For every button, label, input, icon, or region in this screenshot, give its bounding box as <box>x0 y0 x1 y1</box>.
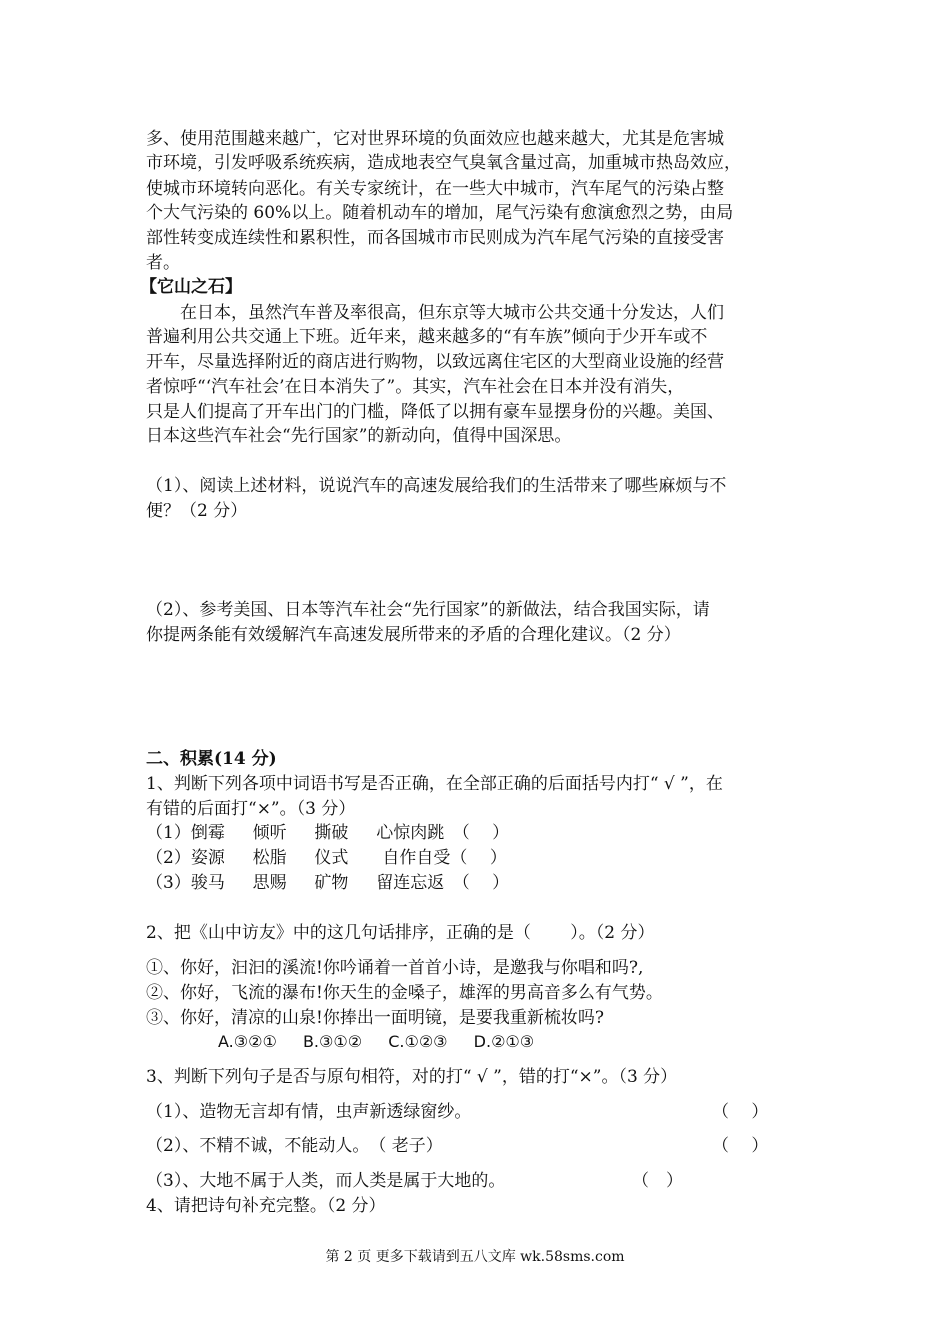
passage-line: 个大气污染的 60%以上。随着机动车的增加，尾气污染有愈演愈烈之势，由局 <box>146 203 734 223</box>
item3-sentence-2: （2）、不精不诚，不能动人。 （ 老子） <box>146 1136 443 1156</box>
question-2-line: （2）、参考美国、日本等汽车社会“先行国家”的新做法，结合我国实际，请 <box>146 600 710 620</box>
item3-line: 3、判断下列句子是否与原句相符，对的打“ √ ”，错的打“×”。（3 分） <box>146 1067 678 1087</box>
passage-line: 者。 <box>146 253 180 273</box>
item1-line: 1、判断下列各项中词语书写是否正确，在全部正确的后面括号内打“ √ ”，在 <box>146 774 723 794</box>
item3-bracket-3: （ ） <box>632 1171 683 1191</box>
part2-heading: 二、积累(14 分) <box>146 749 277 769</box>
section-line: 者惊呼“‘汽车社会’在日本消失了”。其实，汽车社会在日本并没有消失， <box>146 377 685 397</box>
section-title: 【它山之石】 <box>140 277 242 297</box>
question-1-line: 便？（2 分） <box>146 501 248 521</box>
item3-sentence-3: （3）、大地不属于人类，而人类是属于大地的。 <box>146 1171 506 1191</box>
item3-sentence-1: （1）、造物无言却有情，虫声新透绿窗纱。 <box>146 1102 472 1122</box>
item1-row: （1）倒霉 倾听 撕破 心惊肉跳 （ ） <box>146 823 510 843</box>
item4-line: 4、请把诗句补充完整。（2 分） <box>146 1196 386 1216</box>
passage-line: 部性转变成连续性和累积性，而各国城市市民则成为汽车尾气污染的直接受害 <box>146 228 724 248</box>
question-1-line: （1）、阅读上述材料，说说汽车的高速发展给我们的生活带来了哪些麻烦与不 <box>146 476 727 496</box>
page-footer: 第 2 页 更多下载请到五八文库 wk.58sms.com <box>325 1249 625 1265</box>
item2-options: A.③②① B.③①② C.①②③ D.②①③ <box>218 1032 535 1051</box>
item2-sentence: ②、你好，飞流的瀑布!你天生的金嗓子，雄浑的男高音多么有气势。 <box>146 983 663 1003</box>
passage-line: 市环境，引发呼吸系统疾病，造成地表空气臭氧含量过高，加重城市热岛效应， <box>146 153 741 173</box>
item3-bracket-2: （ ） <box>712 1136 769 1156</box>
section-line: 日本这些汽车社会“先行国家”的新动向，值得中国深思。 <box>146 426 572 446</box>
item3-bracket-1: （ ） <box>712 1102 769 1122</box>
section-line: 在日本，虽然汽车普及率很高，但东京等大城市公共交通十分发达，人们 <box>146 303 724 323</box>
item2-sentence: ③、你好，清凉的山泉!你捧出一面明镜，是要我重新梳妆吗? <box>146 1008 604 1028</box>
passage-line: 多、使用范围越来越广，它对世界环境的负面效应也越来越大，尤其是危害城 <box>146 129 724 149</box>
item2-line: 2、把《山中访友》中的这几句话排序，正确的是（ ）。（2 分） <box>146 923 655 943</box>
passage-line: 使城市环境转向恶化。有关专家统计，在一些大中城市，汽车尾气的污染占整 <box>146 179 724 199</box>
item1-line: 有错的后面打“×”。（3 分） <box>146 799 356 819</box>
question-2-line: 你提两条能有效缓解汽车高速发展所带来的矛盾的合理化建议。（2 分） <box>146 625 681 645</box>
item1-row: （3）骏马 思赐 矿物 留连忘返 （ ） <box>146 873 510 893</box>
section-line: 普遍利用公共交通上下班。近年来，越来越多的“有车族”倾向于少开车或不 <box>146 327 708 347</box>
item2-sentence: ①、你好，汩汩的溪流!你吟诵着一首首小诗，是邀我与你唱和吗?, <box>146 958 644 978</box>
section-line: 开车，尽量选择附近的商店进行购物，以致远离住宅区的大型商业设施的经营 <box>146 352 724 372</box>
section-line: 只是人们提高了开车出门的门槛，降低了以拥有豪车显摆身份的兴趣。美国、 <box>146 402 724 422</box>
item1-row: （2）姿源 松脂 仪式 自作自受（ ） <box>146 848 507 868</box>
